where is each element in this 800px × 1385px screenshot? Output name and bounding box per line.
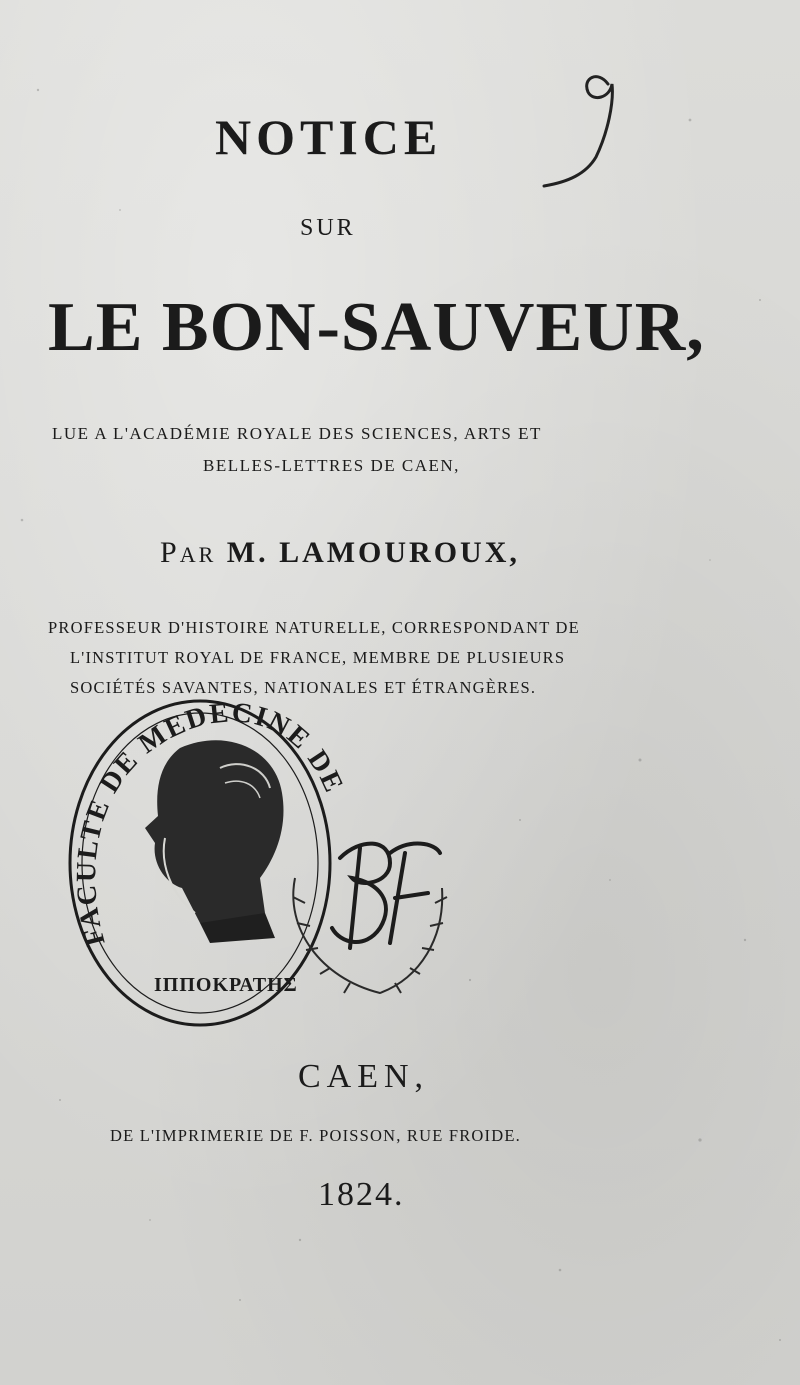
author-line bbox=[160, 536, 620, 570]
imprint-city: CAEN, bbox=[298, 1058, 430, 1095]
hippocrates-portrait bbox=[145, 740, 283, 943]
title-line-notice: NOTICE bbox=[215, 109, 443, 165]
title-line-sur: SUR bbox=[300, 215, 356, 241]
bf-monogram bbox=[332, 844, 440, 948]
library-stamp bbox=[60, 688, 460, 1028]
author-prefix-rest: AR bbox=[179, 542, 217, 567]
credentials-line-1: PROFESSEUR D'HISTOIRE NATURELLE, CORRESPONDANT DE bbox=[48, 618, 580, 637]
handwritten-number bbox=[538, 62, 633, 192]
reading-line-1: LUE A L'ACADÉMIE ROYALE DES SCIENCES, ARTS ET bbox=[52, 424, 542, 443]
portrait-caption: ΙΠΠΟΚΡΑΤΗΣ bbox=[154, 974, 298, 996]
title-line-main: LE BON-SAUVEUR, bbox=[48, 289, 705, 366]
imprint-year: 1824. bbox=[318, 1176, 405, 1213]
credentials-line-3: SOCIÉTÉS SAVANTES, NATIONALES ET ÉTRANGÈRES. bbox=[70, 678, 537, 697]
reading-line-2: BELLES-LETTRES DE CAEN, bbox=[203, 456, 460, 475]
credentials-line-2: L'INSTITUT ROYAL DE FRANCE, MEMBRE DE PLUSIEURS bbox=[70, 648, 566, 667]
imprint-printer: DE L'IMPRIMERIE DE F. POISSON, RUE FROIDE. bbox=[110, 1126, 521, 1145]
author-prefix-first: P bbox=[160, 536, 180, 569]
svg-text:FACULTE DE MEDECINE DE PARIS: FACULTE DE MEDECINE DE bbox=[71, 697, 350, 950]
author-name: M. LAMOUROUX, bbox=[226, 536, 520, 569]
